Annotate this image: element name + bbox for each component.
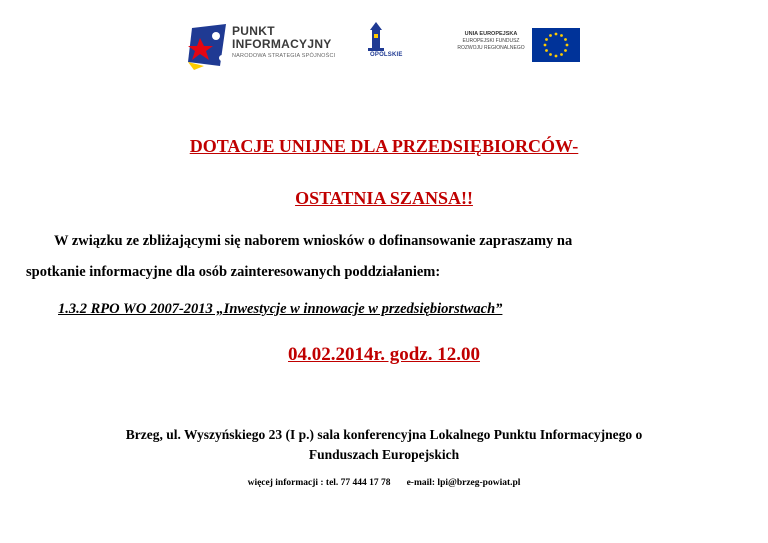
opolskie-tower-icon xyxy=(364,22,388,52)
contact-phone: więcej informacji : tel. 77 444 17 78 xyxy=(247,478,391,488)
intro-line1: W związku ze zbliżającymi się naborem wniosków o dofinansowanie zapraszamy na xyxy=(54,233,573,249)
eu-flag-icon xyxy=(532,28,580,62)
punkt-logo-line1: PUNKT xyxy=(232,24,275,38)
contact-email[interactable]: e-mail: lpi@brzeg-powiat.pl xyxy=(406,478,521,488)
eu-logo xyxy=(452,28,582,64)
eu-logo-line3: ROZWOJU REGIONALNEGO xyxy=(457,45,525,51)
eu-logo-line1: UNIA EUROPEJSKA xyxy=(464,31,518,37)
opolskie-logo-text: OPOLSKIE xyxy=(370,52,403,58)
opolskie-logo xyxy=(362,22,412,68)
headline-line1: DOTACJE UNIJNE DLA PRZEDSIĘBIORCÓW- xyxy=(189,136,579,156)
punkt-logo-line2: INFORMACYJNY xyxy=(232,37,332,51)
punkt-informacyjny-logo xyxy=(186,22,366,72)
eu-logo-line2: EUROPEJSKI FUNDUSZ xyxy=(462,38,520,44)
address-line1: Brzeg, ul. Wyszyńskiego 23 (I p.) sala konferencyjna Lokalnego Punktu Informacyjnego o xyxy=(125,427,643,442)
program-measure: 1.3.2 RPO WO 2007-2013 „Inwestycje w innowacje w przedsiębiorstwach” xyxy=(58,301,503,317)
punkt-informacyjny-emblem xyxy=(186,22,230,72)
address-line2: Funduszach Europejskich xyxy=(308,447,460,462)
logo-bar xyxy=(0,0,768,90)
contact-info xyxy=(0,478,768,488)
intro-line2: spotkanie informacyjne dla osób zainteresowanych poddziałaniem: xyxy=(26,264,441,280)
punkt-logo-line3: NARODOWA STRATEGIA SPÓJNOŚCI xyxy=(232,53,336,59)
headline-line2: OSTATNIA SZANSA!! xyxy=(295,188,473,208)
event-date: 04.02.2014r. godz. 12.00 xyxy=(288,344,480,365)
